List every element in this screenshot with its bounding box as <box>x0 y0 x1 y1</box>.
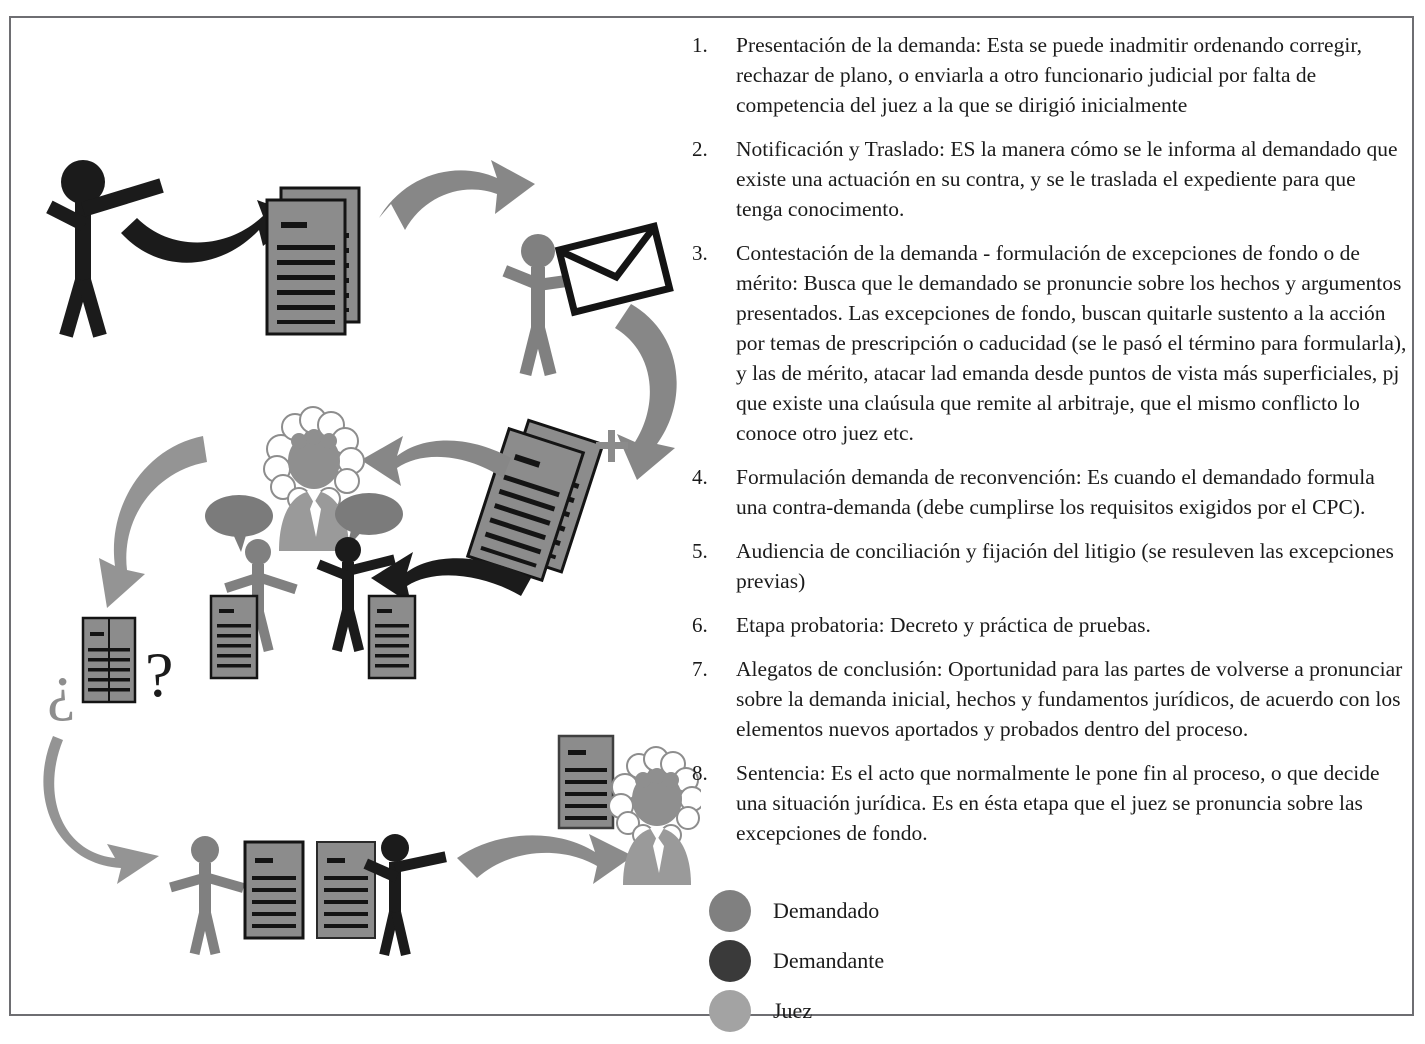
document-pruebas <box>83 618 135 702</box>
legend-label: Juez <box>773 998 813 1023</box>
step-text: Notificación y Traslado: ES la manera cómo se le informa al demandado que existe una actuación en su contra, y se le traslada el expediente para que tenga conocimento. <box>736 137 1398 221</box>
step-number: 2. <box>692 137 708 161</box>
document-audiencia-left <box>211 596 257 678</box>
list-item <box>692 238 1407 448</box>
legend-item-demandado <box>701 886 1101 936</box>
envelope-icon <box>559 226 670 312</box>
legend <box>701 886 1101 1036</box>
document-demanda <box>267 188 359 334</box>
step-number: 4. <box>692 465 708 489</box>
legend-item-demandante <box>701 936 1101 986</box>
steps-list <box>692 30 1407 880</box>
step-text: Sentencia: Es el acto que normalmente le pone fin al proceso, o que decide una situación jurídica. Es en ésta etapa que el juez se pronuncia sobre las excepciones de fondo. <box>736 761 1380 845</box>
list-item <box>692 30 1407 120</box>
legend-item-juez <box>701 986 1101 1036</box>
arrow-contestacion <box>361 436 511 486</box>
step-text: Formulación demanda de reconvención: Es cuando el demandado formula una contra-demanda (debe cumplirse los requisitos exigidos por el CPC). <box>736 465 1375 519</box>
question-open-mark: ¿ <box>47 651 76 722</box>
step-number: 1. <box>692 33 708 57</box>
question-close-mark: ? <box>145 639 174 710</box>
arrow-notificacion <box>379 160 535 230</box>
arrow-conciliacion <box>99 436 207 608</box>
legend-label: Demandante <box>773 948 885 973</box>
step-number: 5. <box>692 539 708 563</box>
figure-demandante-alegatos <box>363 834 446 956</box>
document-reconvencion <box>468 415 603 585</box>
list-item <box>692 654 1407 744</box>
list-item <box>692 536 1407 596</box>
list-item <box>692 134 1407 224</box>
list-item <box>692 758 1407 848</box>
document-alegatos-left <box>245 842 303 938</box>
legend-swatch-demandado <box>709 890 751 932</box>
legend-swatch-demandante <box>709 940 751 982</box>
document-audiencia-right <box>369 596 415 678</box>
process-illustration <box>11 18 701 1014</box>
legend-label: Demandado <box>773 898 880 923</box>
step-text: Contestación de la demanda - formulación de excepciones de fondo o de mérito: Busca que le demandado se pronuncie sobre los hechos y argumentos presentados. Las excepciones de fondo, buscan quitarle sustento a la acción por temas de prescripción o caducidad (se le pasó el término para formularla), y las de mérito, atacar lad emanda desde puntos de vista más superficiales, pj que existe una claúsula que remite al arbitraje, que el mismo conflicto lo conoce otro juez etc. <box>736 241 1407 445</box>
step-text: Alegatos de conclusión: Oportunidad para las partes de volverse a pronunciar sobre la demanda inicial, hechos y fundamentos jurídicos, de acuerdo con los elementos nuevos aportados y probados dentro del proceso. <box>736 657 1403 741</box>
step-number: 6. <box>692 613 708 637</box>
plus-icon <box>596 430 628 462</box>
list-item <box>692 610 1407 640</box>
step-text: Etapa probatoria: Decreto y práctica de pruebas. <box>736 613 1151 637</box>
figure-demandado-alegatos <box>169 836 245 955</box>
arrow-alegatos <box>43 736 159 884</box>
document-sentencia <box>559 736 613 828</box>
figure-juez-sentencia <box>609 747 701 885</box>
arrow-sentencia <box>457 834 633 884</box>
document-alegatos-right <box>317 842 375 938</box>
step-number: 8. <box>692 761 708 785</box>
step-number: 7. <box>692 657 708 681</box>
arrow-traslado <box>615 304 677 480</box>
diagram-frame <box>9 16 1414 1023</box>
legend-swatch-juez <box>709 990 751 1032</box>
list-item <box>692 462 1407 522</box>
step-text: Presentación de la demanda: Esta se puede inadmitir ordenando corregir, rechazar de plano, o enviarla a otro funcionario judicial por falta de competencia del juez a la que se dirigió inicialmente <box>736 33 1362 117</box>
step-text: Audiencia de conciliación y fijación del litigio (se resuleven las excepciones previas) <box>736 539 1394 593</box>
step-number: 3. <box>692 241 708 265</box>
